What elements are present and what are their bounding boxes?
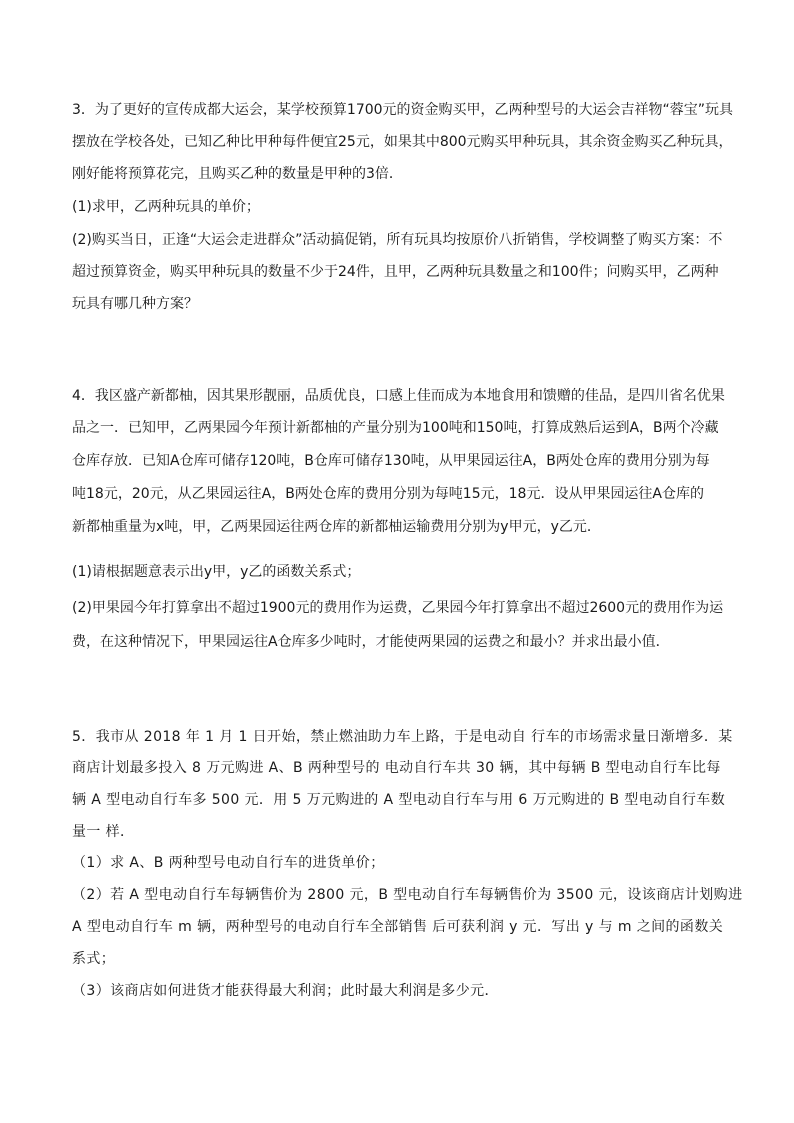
problem-3-line-3: 刚好能将预算花完，且购买乙种的数量是甲种的3倍． xyxy=(72,166,403,182)
problem-5-line-2: 商店计划最多投入 8 万元购进 A、B 两种型号的 电动自行车共 30 辆，其中每辆 B 型电动自行车比每 xyxy=(72,760,721,776)
problem-4-line-3: 仓库存放．已知A仓库可储存120吨，B仓库可储存130吨，从甲果园运往A，B两处仓库的费用分别为每 xyxy=(72,453,710,469)
problem-5-question-3: （3）该商店如何进货才能获得最大利润；此时最大利润是多少元． xyxy=(72,983,499,999)
problem-4-question-2-line-1: (2)甲果园今年打算拿出不超过1900元的费用作为运费，乙果园今年打算拿出不超过2600元的费用作为运 xyxy=(72,600,724,616)
problem-3-question-2-line-1: (2)购买当日，正逢“大运会走进群众”活动搞促销，所有玩具均按原价八折销售，学校调整了购买方案：不 xyxy=(72,232,723,248)
problem-4-line-4: 吨18元，20元，从乙果园运往A，B两处仓库的费用分别为每吨15元，18元．设从甲果园运往A仓库的 xyxy=(72,486,705,502)
problem-4-question-1: (1)请根据题意表示出y甲，y乙的函数关系式； xyxy=(72,564,361,580)
problem-3-question-1: (1)求甲，乙两种玩具的单价； xyxy=(72,199,260,215)
problem-5-question-1: （1）求 A、B 两种型号电动自行车的进货单价； xyxy=(72,855,385,871)
problem-3-line-2: 摆放在学校各处，已知乙种比甲种每件便宜25元，如果其中800元购买甲种玩具，其余资金购买乙种玩具， xyxy=(72,134,733,150)
problem-5-question-2-line-2: A 型电动自行车 m 辆，两种型号的电动自行车全部销售 后可获利润 y 元．写出 y 与 m 之间的函数关 xyxy=(72,919,724,935)
problem-3-question-2-line-3: 玩具有哪几种方案？ xyxy=(72,296,198,312)
problem-5-question-2-line-3: 系式； xyxy=(72,951,116,967)
problem-5-question-2-line-1: （2）若 A 型电动自行车每辆售价为 2800 元，B 型电动自行车每辆售价为 3500 元，设该商店计划购进 xyxy=(72,887,743,903)
problem-5-line-4: 量一 样． xyxy=(72,824,135,840)
problem-5-line-1: 5．我市从 2018 年 1 月 1 日开始，禁止燃油助力车上路，于是电动自 行车的市场需求量日渐增多．某 xyxy=(72,729,733,745)
problem-4-line-1: 4．我区盛产新都柚，因其果形靓丽，品质优良，口感上佳而成为本地食用和馈赠的佳品，是四川省名优果 xyxy=(72,388,725,404)
problem-4-line-2: 品之一．已知甲，乙两果园今年预计新都柚的产量分别为100吨和150吨，打算成熟后运到A，B两个冷藏 xyxy=(72,420,719,436)
problem-3-line-1: 3．为了更好的宣传成都大运会，某学校预算1700元的资金购买甲，乙两种型号的大运会吉祥物“蓉宝”玩具 xyxy=(72,102,734,118)
problem-5-line-3: 辆 A 型电动自行车多 500 元．用 5 万元购进的 A 型电动自行车与用 6 万元购进的 B 型电动自行车数 xyxy=(72,792,726,808)
problem-3-question-2-line-2: 超过预算资金，购买甲种玩具的数量不少于24件，且甲，乙两种玩具数量之和100件；问购买甲，乙两种 xyxy=(72,264,719,280)
problem-4-question-2-line-2: 费，在这种情况下，甲果园运往A仓库多少吨时，才能使两果园的运费之和最小？并求出最小值． xyxy=(72,634,670,650)
problem-4-line-5: 新都柚重量为x吨，甲，乙两果园运往两仓库的新都柚运输费用分别为y甲元，y乙元． xyxy=(72,519,601,535)
